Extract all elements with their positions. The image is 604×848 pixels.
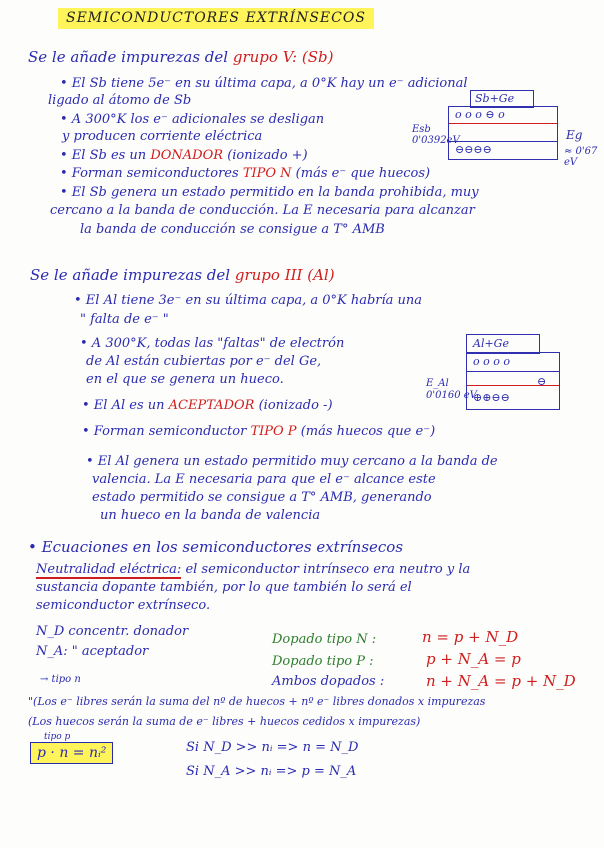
s3-line: sustancia dopante también, por lo que también lo será el xyxy=(36,580,412,595)
s2-line: • El Al genera un estado permitido muy cercano a la banda de xyxy=(86,454,498,469)
section1-heading-text: Se le añade impurezas del xyxy=(28,48,229,66)
tipo-p-term: TIPO P xyxy=(250,424,297,439)
valence-holes: ⊕⊕⊖⊖ xyxy=(473,391,510,404)
aceptador-term: ACEPTADOR xyxy=(168,398,255,413)
eal-label xyxy=(426,378,477,402)
sb-ge-label: Sb+Ge xyxy=(475,92,515,105)
s2-line: un hueco en la banda de valencia xyxy=(100,508,321,523)
conduction-band-p: o o o o xyxy=(473,355,510,368)
band-diagram-n xyxy=(448,106,558,160)
eg-label: Eg xyxy=(566,128,583,142)
condition-nd: Si N_D >> nᵢ => n = N_D xyxy=(186,740,359,755)
tipo-n-note: → tipo n xyxy=(40,674,81,685)
acceptor-level xyxy=(467,385,559,386)
s1-text: • Forman semiconductores xyxy=(60,166,239,181)
s1-text: (más e⁻ que huecos) xyxy=(295,166,431,181)
eq3: n + N_A = p + N_D xyxy=(426,672,576,690)
nd-definition: N_D concentr. donador xyxy=(36,624,189,639)
condition-na: Si N_A >> nᵢ => p = N_A xyxy=(186,764,357,779)
s2-line: valencia. La E necesaria para que el e⁻ alcance este xyxy=(92,472,436,487)
s2-tipo-p-line xyxy=(82,424,435,439)
s2-text: (ionizado -) xyxy=(258,398,333,413)
s1-line: y producen corriente eléctrica xyxy=(62,129,263,144)
s3-line: semiconductor extrínseco. xyxy=(36,598,211,613)
conduction-edge xyxy=(467,371,559,372)
s3-line: (Los huecos serán la suma de e⁻ libres + huecos cedidos x impurezas) xyxy=(28,715,421,728)
s2-line: • El Al tiene 3e⁻ en su última capa, a 0°K habría una xyxy=(74,293,423,308)
eg-value: ≈ 0'67 eV xyxy=(564,146,598,168)
eq2-label: Dopado tipo P : xyxy=(272,654,374,669)
na-definition: N_A: " aceptador xyxy=(36,644,149,659)
page-title: SEMICONDUCTORES EXTRÍNSECOS xyxy=(58,8,374,29)
section1-group: grupo V: (Sb) xyxy=(232,48,334,66)
s2-line: de Al están cubiertas por e⁻ del Ge, xyxy=(86,354,322,369)
acceptor-ion: ⊖ xyxy=(537,375,547,388)
al-ge-label-box xyxy=(466,334,540,354)
s3-line: "(Los e⁻ libres serán la suma del nº de huecos + nº e⁻ libres donados x impurezas xyxy=(28,695,486,708)
s2-line: • A 300°K, todas las "faltas" de electrón xyxy=(80,336,345,351)
s1-text: • El Sb es un xyxy=(60,148,147,163)
s1-line: ligado al átomo de Sb xyxy=(48,93,192,108)
s1-line: • El Sb genera un estado permitido en la banda prohibida, muy xyxy=(60,185,479,200)
esb-label xyxy=(412,124,460,146)
s2-text: • El Al es un xyxy=(82,398,165,413)
tipo-n-term: TIPO N xyxy=(242,166,292,181)
s1-line: • A 300°K los e⁻ adicionales se desligan xyxy=(60,112,325,127)
s1-line: cercano a la banda de conducción. La E necesaria para alcanzar xyxy=(50,203,475,218)
eal-value: 0'0160 eV xyxy=(426,390,477,401)
valence-edge xyxy=(449,141,557,142)
donor-level xyxy=(449,123,557,124)
donador-term: DONADOR xyxy=(150,148,224,163)
eq3-label: Ambos dopados : xyxy=(272,674,385,689)
section1-heading xyxy=(28,50,333,65)
conduction-electrons: o o o ⊖ o xyxy=(455,108,505,121)
mass-action-formula: p · n = nᵢ² xyxy=(30,742,113,764)
donor-ions: ⊖⊖⊖⊖ xyxy=(455,143,492,156)
tipo-p-note: tipo p xyxy=(44,732,71,742)
neutralidad-term: Neutralidad eléctrica: xyxy=(36,562,182,577)
s1-line: la banda de conducción se consigue a T° AMB xyxy=(80,222,385,237)
section2-group: grupo III (Al) xyxy=(234,266,335,284)
s2-aceptador-line xyxy=(82,398,333,413)
s2-text: • Forman semiconductor xyxy=(82,424,247,439)
eq1-label: Dopado tipo N : xyxy=(272,632,377,647)
neutralidad-line xyxy=(36,562,470,577)
al-ge-label: Al+Ge xyxy=(473,337,509,350)
s1-tipo-n-line xyxy=(60,166,430,181)
section2-heading xyxy=(30,268,335,283)
s1-text: (ionizado +) xyxy=(227,148,308,163)
eq1: n = p + N_D xyxy=(422,628,519,646)
section2-heading-text: Se le añade impurezas del xyxy=(30,266,231,284)
esb-value: 0'0392eV xyxy=(412,135,460,146)
s2-line: en el que se genera un hueco. xyxy=(86,372,284,387)
s2-line: estado permitido se consigue a T° AMB, generando xyxy=(92,490,432,505)
eq2: p + N_A = p xyxy=(426,650,521,668)
section3-heading: • Ecuaciones en los semiconductores extrínsecos xyxy=(28,538,404,556)
s1-donador-line xyxy=(60,148,308,163)
esb-name: Esb xyxy=(412,124,431,135)
s1-line: • El Sb tiene 5e⁻ en su última capa, a 0°K hay un e⁻ adicional xyxy=(60,76,468,91)
band-diagram-p xyxy=(466,352,560,410)
s3-text: el semiconductor intrínseco era neutro y la xyxy=(185,562,471,577)
s2-text: (más huecos que e⁻) xyxy=(300,424,436,439)
s2-line: " falta de e⁻ " xyxy=(80,312,169,327)
eal-name: E_Al xyxy=(426,378,449,389)
